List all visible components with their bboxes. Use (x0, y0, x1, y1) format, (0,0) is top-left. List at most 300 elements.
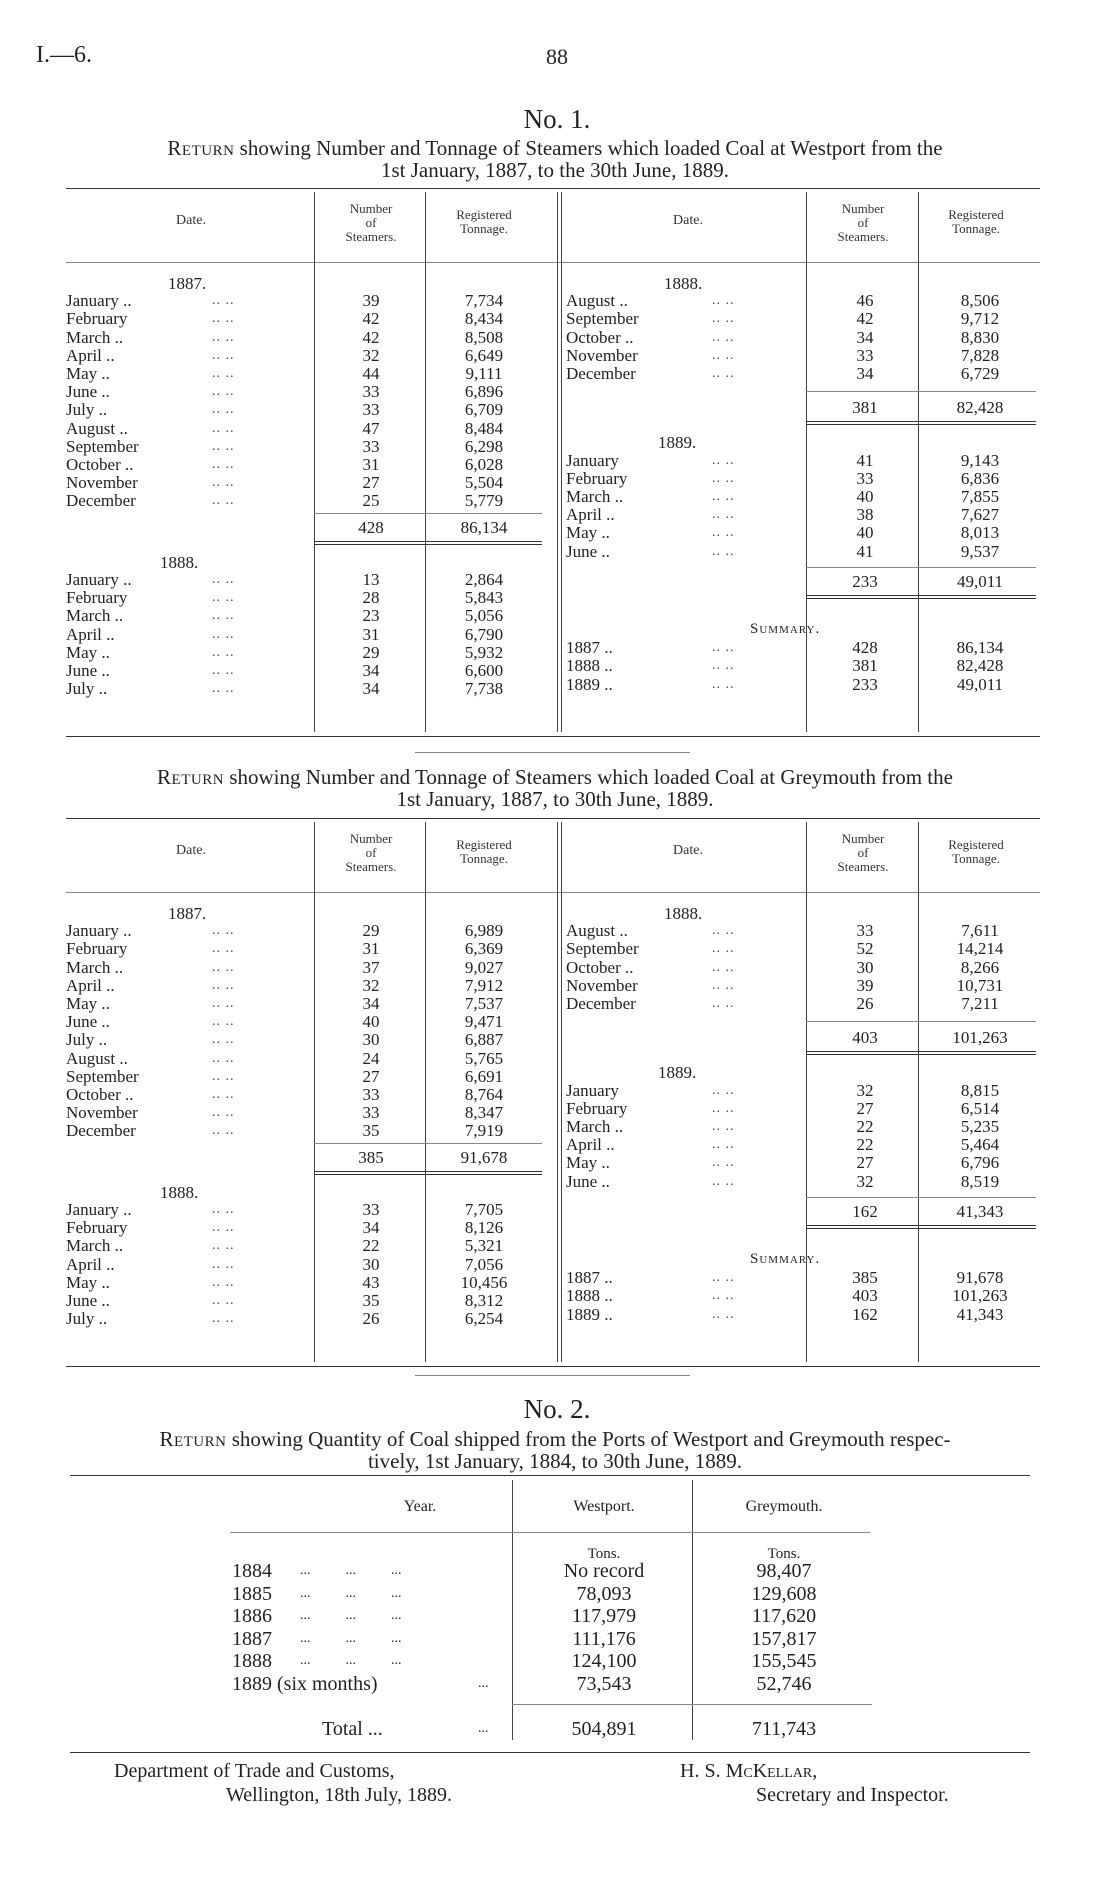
header-number-line: Number (349, 201, 393, 216)
row-dots: .. .. (712, 923, 735, 939)
year-label: 1888. (664, 904, 703, 923)
table-row (66, 365, 536, 383)
row-tonnage: 10,456 (460, 1272, 508, 1292)
total-rule (512, 1704, 872, 1705)
row-dots: ... (478, 1676, 489, 1691)
row-month: February (566, 468, 628, 488)
row-tonnage: 6,887 (464, 1030, 504, 1050)
row-steamers: 29 (362, 921, 380, 941)
total-double-rule (806, 421, 1036, 425)
row-tonnage: 5,932 (464, 642, 504, 662)
total-steamers: 233 (852, 571, 878, 591)
table-row (66, 571, 536, 589)
row-steamers: 33 (362, 1103, 380, 1123)
row-year: 1886 (232, 1605, 272, 1628)
row-month: October .. (66, 455, 134, 474)
row-dots: .. .. (712, 1137, 735, 1153)
table-row (66, 1122, 536, 1140)
row-dots: .. .. (712, 543, 735, 559)
row-month: August .. (66, 1048, 128, 1068)
table-row (66, 1219, 536, 1237)
row-tonnage: 6,514 (960, 1098, 1000, 1118)
row-dots: .. .. (212, 941, 235, 957)
row-steamers: 40 (856, 487, 874, 506)
subtotal-rule (806, 1197, 1036, 1198)
row-month: July .. (66, 1030, 108, 1050)
table-row (66, 1256, 536, 1274)
row-tonnage: 6,298 (464, 436, 504, 456)
row-tonnage: 8,764 (464, 1085, 504, 1104)
year-label: 1889. (658, 433, 697, 453)
header-number-left (316, 202, 426, 244)
table-row (66, 680, 536, 698)
table-row (66, 1292, 536, 1310)
row-month: June .. (566, 1171, 610, 1191)
row-month: January .. (66, 291, 132, 311)
row-steamers: 33 (362, 1085, 380, 1104)
row-month: December (66, 1121, 136, 1141)
row-month: April .. (66, 345, 115, 365)
row-dots: .. .. (712, 676, 735, 692)
caption-lead: Return (157, 765, 225, 789)
row-dots: .. .. (712, 452, 735, 468)
row-dots: .. .. (212, 1068, 235, 1084)
table-row (566, 639, 1036, 657)
row-dots: ... ... ... (300, 1585, 402, 1601)
row-steamers: 428 (852, 638, 878, 658)
row-tonnage: 6,989 (464, 921, 504, 941)
total-row (810, 573, 1040, 591)
table-row (566, 922, 1036, 940)
total-tonnage: 49,011 (956, 571, 1004, 591)
row-steamers: 40 (856, 523, 874, 543)
row-dots: .. .. (212, 1050, 235, 1066)
header-tonnage-right (920, 208, 1032, 236)
table-bottom-rule (70, 1752, 1030, 1753)
row-year: 1889 (six months) (232, 1673, 378, 1695)
row-dots: ... ... ... (300, 1630, 402, 1646)
row-westport: 78,093 (576, 1582, 632, 1605)
row-dots: .. .. (212, 457, 235, 472)
row-steamers: 52 (856, 939, 874, 959)
table-row (566, 940, 1036, 958)
row-month: August .. (566, 921, 628, 941)
table-number-1: No. 1. (523, 104, 591, 134)
table-top-rule (66, 188, 1040, 189)
header-date-left: Date. (176, 213, 206, 228)
row-tonnage: 8,484 (464, 418, 504, 438)
row-tonnage: 8,506 (960, 291, 1000, 311)
row-dots: .. .. (212, 959, 235, 975)
header-number-line: Number (841, 831, 885, 846)
row-tonnage: 7,828 (960, 345, 1000, 365)
table-row (566, 1118, 1036, 1136)
row-steamers: 47 (362, 418, 380, 438)
table-row (66, 401, 536, 419)
table3-caption (60, 1428, 1050, 1472)
subtotal-rule (806, 391, 1036, 392)
header-date-right: Date. (673, 843, 703, 858)
row-steamers: 34 (856, 364, 874, 383)
row-steamers: 32 (362, 345, 380, 365)
row-month: October .. (566, 327, 634, 347)
year-label: 1887. (168, 904, 207, 923)
table-row (566, 1269, 1036, 1287)
row-tonnage: 7,919 (464, 1121, 504, 1141)
row-dots: .. .. (212, 1202, 235, 1217)
row-dots: .. .. (712, 1173, 735, 1189)
row-steamers: 162 (852, 1304, 878, 1324)
row-month: December (566, 364, 636, 383)
row-tonnage: 8,815 (960, 1080, 1000, 1100)
total-steamers: 403 (852, 1028, 878, 1048)
section-divider (415, 752, 690, 753)
table-row (66, 644, 536, 662)
row-dots: .. .. (212, 475, 235, 491)
row-year: 1884 (232, 1560, 272, 1582)
header-date-left: Date. (176, 843, 206, 858)
row-month: April .. (66, 624, 115, 644)
row-tonnage: 5,321 (464, 1236, 504, 1256)
table-top-rule (70, 1475, 1030, 1476)
row-tonnage: 6,896 (464, 382, 504, 402)
row-tonnage: 8,312 (464, 1291, 504, 1310)
table-row (66, 292, 536, 310)
table-row (66, 940, 536, 958)
row-tonnage: 10,731 (956, 975, 1004, 995)
row-steamers: 27 (856, 1153, 874, 1173)
row-tonnage: 7,734 (464, 291, 504, 311)
subtotal-rule (314, 513, 542, 514)
row-steamers: 33 (362, 400, 380, 420)
row-tonnage: 5,779 (464, 491, 504, 511)
table-row (566, 1154, 1036, 1172)
subtotal-rule (806, 1021, 1036, 1022)
row-steamers: 41 (856, 541, 874, 561)
row-steamers: 30 (362, 1254, 380, 1274)
caption-text-line2: tively, 1st January, 1884, to 30th June, 1889. (367, 1449, 743, 1473)
row-westport: 117,979 (571, 1605, 637, 1628)
row-dots: .. .. (212, 384, 235, 400)
table-row (66, 1201, 536, 1219)
summary-title: Summary. (750, 621, 821, 637)
year-label: 1888. (160, 552, 199, 572)
row-steamers: 24 (362, 1048, 380, 1068)
total-double-rule (314, 1171, 542, 1175)
row-tonnage: 5,843 (464, 588, 504, 608)
row-steamers: 26 (362, 1309, 380, 1329)
report-reference: I.—6. (36, 42, 92, 68)
row-dots: ... ... ... (300, 1653, 402, 1669)
header-rule (66, 262, 1040, 263)
total-dots: ... (478, 1721, 489, 1736)
row-month: August .. (66, 418, 128, 438)
row-dots: .. .. (212, 590, 235, 606)
row-month: November (66, 473, 138, 493)
row-dots: ... ... ... (300, 1563, 402, 1578)
header-number-right (808, 202, 918, 244)
header-tonnage-line: Tonnage. (952, 221, 1000, 236)
row-dots: .. .. (712, 366, 735, 381)
table-row (566, 676, 1036, 694)
row-steamers: 39 (362, 291, 380, 311)
table-top-rule (66, 818, 1040, 819)
total-greymouth: 711,743 (751, 1718, 817, 1740)
header-tonnage-line: Registered (948, 837, 1004, 852)
row-tonnage: 8,508 (464, 327, 504, 347)
header-tonnage-line: Tonnage. (952, 851, 1000, 866)
table-row (66, 456, 536, 474)
row-tonnage: 7,627 (960, 505, 1000, 525)
header-number-line: Steamers. (345, 859, 397, 874)
table-row (566, 506, 1036, 524)
header-tonnage-right (920, 838, 1032, 866)
section-divider (415, 1375, 690, 1376)
table-row (66, 662, 536, 680)
table-row (566, 488, 1036, 506)
row-dots: .. .. (212, 663, 235, 678)
row-dots: .. .. (212, 1256, 235, 1272)
row-dots: .. .. (712, 311, 735, 327)
header-number-line: Number (841, 201, 885, 216)
table-row (66, 1104, 536, 1122)
row-steamers: 30 (362, 1030, 380, 1050)
row-month: February (66, 1218, 128, 1238)
row-tonnage: 8,434 (464, 309, 504, 329)
total-row (810, 1203, 1040, 1221)
subtotal-rule (806, 567, 1036, 568)
row-dots: .. .. (212, 1238, 235, 1254)
table-row (566, 365, 1036, 383)
header-greymouth: Greymouth. (745, 1498, 823, 1515)
total-row (810, 399, 1040, 417)
row-month: December (566, 994, 636, 1013)
row-tonnage: 6,836 (960, 468, 1000, 488)
table-row (66, 310, 536, 328)
row-westport: No record (563, 1560, 645, 1582)
row-month: 1887 .. (566, 638, 613, 658)
table-row (66, 347, 536, 365)
row-month: 1888 .. (566, 656, 613, 676)
row-month: February (66, 309, 128, 329)
total-row (316, 1149, 546, 1167)
total-tonnage: 41,343 (956, 1201, 1004, 1221)
row-tonnage: 91,678 (956, 1268, 1004, 1288)
row-month: June .. (66, 1012, 110, 1032)
table-row (566, 1306, 1036, 1324)
row-steamers: 33 (856, 921, 874, 941)
row-tonnage: 9,143 (960, 450, 1000, 470)
row-month: November (66, 1103, 138, 1123)
row-dots: .. .. (712, 293, 735, 309)
row-month: July .. (66, 400, 108, 420)
row-steamers: 28 (362, 588, 380, 608)
row-tonnage: 9,027 (464, 957, 504, 977)
row-steamers: 34 (362, 679, 380, 699)
row-steamers: 34 (362, 1218, 380, 1238)
caption-text: showing Number and Tonnage of Steamers which loaded Coal at Westport from the (239, 136, 943, 160)
row-steamers: 43 (362, 1272, 380, 1292)
table-row (566, 329, 1036, 347)
row-month: May .. (66, 1272, 110, 1292)
row-steamers: 22 (362, 1236, 380, 1256)
header-number-left (316, 832, 426, 874)
row-steamers: 44 (362, 364, 380, 383)
total-row (810, 1029, 1040, 1047)
row-tonnage: 6,254 (464, 1309, 504, 1329)
row-month: April .. (66, 975, 115, 995)
page-number: 88 (546, 44, 568, 69)
row-tonnage: 8,347 (464, 1103, 504, 1123)
row-steamers: 46 (856, 291, 874, 311)
row-tonnage: 6,709 (464, 400, 504, 420)
row-tonnage: 8,830 (960, 327, 1000, 347)
row-steamers: 42 (362, 309, 380, 329)
table-row (566, 292, 1036, 310)
row-steamers: 29 (362, 642, 380, 662)
row-month: January (566, 1080, 619, 1100)
row-dots: .. .. (712, 1155, 735, 1171)
row-dots: .. .. (212, 493, 235, 509)
table-row (66, 1237, 536, 1255)
row-dots: .. .. (212, 1123, 235, 1139)
row-dots: .. .. (712, 959, 735, 975)
row-tonnage: 2,864 (464, 570, 504, 589)
header-tonnage-line: Tonnage. (460, 851, 508, 866)
signatory-title: Secretary and Inspector. (756, 1784, 949, 1806)
table-row (566, 657, 1036, 675)
row-dots: .. .. (212, 608, 235, 624)
row-steamers: 40 (362, 1012, 380, 1032)
caption-text: showing Number and Tonnage of Steamers which loaded Coal at Greymouth from the (229, 765, 953, 789)
row-dots: .. .. (712, 1100, 735, 1116)
row-month: March .. (66, 1236, 124, 1256)
total-double-rule (806, 595, 1036, 599)
row-steamers: 41 (856, 450, 874, 470)
row-steamers: 22 (856, 1135, 874, 1155)
row-month: February (66, 588, 128, 608)
row-dots: .. .. (712, 996, 735, 1011)
row-month: April .. (566, 1135, 615, 1155)
year-label: 1888. (664, 274, 703, 293)
table-row (66, 383, 536, 401)
header-number-line: of (857, 215, 869, 230)
row-dots: .. .. (212, 347, 235, 363)
row-month: March .. (66, 606, 124, 626)
table-bottom-rule (66, 736, 1040, 737)
row-dots: .. .. (712, 1306, 735, 1322)
row-steamers: 30 (856, 957, 874, 977)
row-greymouth: 129,608 (751, 1582, 817, 1605)
row-month: February (66, 939, 128, 959)
row-steamers: 42 (362, 327, 380, 347)
row-steamers: 38 (856, 505, 874, 525)
row-dots: .. .. (212, 1087, 235, 1102)
header-number-line: Steamers. (837, 859, 889, 874)
table-row (66, 329, 536, 347)
row-dots: .. .. (712, 977, 735, 993)
row-dots: .. .. (212, 366, 235, 381)
table-row (566, 470, 1036, 488)
row-steamers: 32 (362, 975, 380, 995)
total-tonnage: 82,428 (956, 398, 1004, 418)
table-row (566, 995, 1036, 1013)
row-year: 1885 (232, 1582, 272, 1605)
row-month: 1887 .. (566, 1268, 613, 1288)
row-tonnage: 82,428 (956, 656, 1004, 676)
header-tonnage-line: Registered (456, 837, 512, 852)
row-steamers: 27 (362, 1066, 380, 1086)
row-dots: .. .. (212, 293, 235, 309)
row-steamers: 37 (362, 957, 380, 977)
row-steamers: 39 (856, 975, 874, 995)
total-tonnage: 101,263 (952, 1028, 1008, 1048)
row-month: March .. (66, 327, 124, 347)
header-date-right: Date. (673, 213, 703, 228)
table-row (66, 1031, 536, 1049)
row-dots: .. .. (212, 1274, 235, 1290)
row-steamers: 381 (852, 656, 878, 676)
total-tonnage: 91,678 (460, 1147, 508, 1167)
row-steamers: 34 (856, 327, 874, 347)
row-tonnage: 9,537 (960, 541, 1000, 561)
row-month: January .. (66, 570, 132, 589)
total-westport: 504,891 (571, 1718, 637, 1740)
row-month: March .. (66, 957, 124, 977)
row-tonnage: 6,729 (960, 364, 1000, 383)
row-dots: .. .. (712, 1270, 735, 1286)
table-row (66, 438, 536, 456)
row-steamers: 27 (362, 473, 380, 493)
row-steamers: 23 (362, 606, 380, 626)
table-row (66, 626, 536, 644)
table1-caption (60, 137, 1050, 181)
row-steamers: 31 (362, 624, 380, 644)
row-dots: .. .. (212, 1105, 235, 1121)
row-month: March .. (566, 487, 624, 506)
row-month: September (66, 436, 139, 456)
table-row (66, 1310, 536, 1328)
row-dots: .. .. (212, 977, 235, 993)
signatory-name (680, 1760, 817, 1783)
row-dots: .. .. (712, 1119, 735, 1134)
row-tonnage: 6,600 (464, 661, 504, 680)
caption-text-line2: 1st January, 1887, to the 30th June, 1889. (380, 158, 730, 182)
signatory-name-text: H. S. McKellar, (680, 1760, 818, 1782)
row-tonnage: 86,134 (956, 638, 1004, 658)
row-greymouth: 117,620 (751, 1605, 817, 1628)
row-month: April .. (566, 505, 615, 525)
table-row (66, 589, 536, 607)
row-dots: .. .. (212, 420, 235, 436)
row-tonnage: 6,790 (464, 624, 504, 644)
row-tonnage: 6,369 (464, 939, 504, 959)
table-row (66, 420, 536, 438)
row-dots: .. .. (712, 329, 735, 345)
table-bottom-rule (66, 1366, 1040, 1367)
table-row (566, 1287, 1036, 1305)
row-steamers: 22 (856, 1117, 874, 1136)
row-tonnage: 6,796 (960, 1153, 1000, 1173)
row-month: November (566, 975, 638, 995)
column-double-divider (557, 192, 562, 732)
row-month: 1889 .. (566, 1304, 613, 1324)
row-year: 1888 (232, 1650, 272, 1673)
row-dots: .. .. (212, 996, 235, 1011)
row-dots: .. .. (212, 1014, 235, 1030)
total-double-rule (806, 1225, 1036, 1229)
row-tonnage: 7,912 (464, 975, 504, 995)
